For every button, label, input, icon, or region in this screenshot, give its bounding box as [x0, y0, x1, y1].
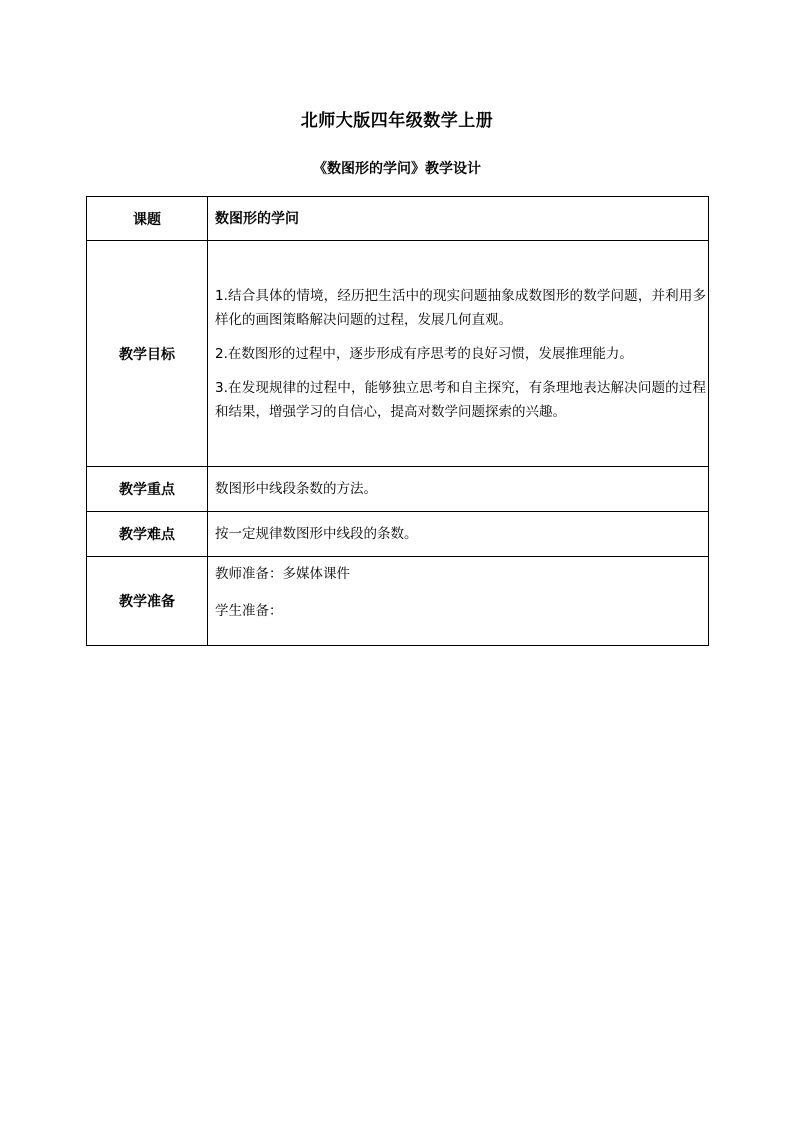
topic-value: 数图形的学问 [208, 197, 709, 241]
table-row-topic [87, 197, 709, 241]
key-points-value: 数图形中线段条数的方法。 [208, 467, 709, 512]
table-row-key-points [87, 467, 709, 512]
goals-content [208, 241, 709, 467]
key-points-label: 教学重点 [87, 467, 208, 512]
preparation-content [208, 557, 709, 646]
table-row-difficulties [87, 512, 709, 557]
lesson-plan-table [86, 196, 709, 646]
goal-item-1: 1.结合具体的情境，经历把生活中的现实问题抽象成数图形的数学问题，并利用多样化的画图策略解决问题的过程，发展几何直观。 [215, 287, 706, 328]
goal-item-2: 2.在数图形的过程中，逐步形成有序思考的良好习惯，发展推理能力。 [215, 345, 633, 362]
preparation-label: 教学准备 [87, 557, 208, 646]
table-row-goals [87, 241, 709, 467]
goal-item-3: 3.在发现规律的过程中，能够独立思考和自主探究，有条理地表达解决问题的过程和结果，增强学习的自信心，提高对数学问题探索的兴趣。 [215, 379, 706, 420]
difficulties-value: 按一定规律数图形中线段的条数。 [208, 512, 709, 557]
document-subtitle: 《数图形的学问》教学设计 [313, 161, 481, 177]
topic-label: 课题 [87, 197, 208, 241]
student-preparation: 学生准备： [215, 603, 283, 619]
difficulties-label: 教学难点 [87, 512, 208, 557]
table-row-preparation [87, 557, 709, 646]
goals-label: 教学目标 [87, 241, 208, 467]
document-title: 北师大版四年级数学上册 [300, 111, 494, 131]
teacher-preparation: 教师准备：多媒体课件 [215, 566, 350, 582]
